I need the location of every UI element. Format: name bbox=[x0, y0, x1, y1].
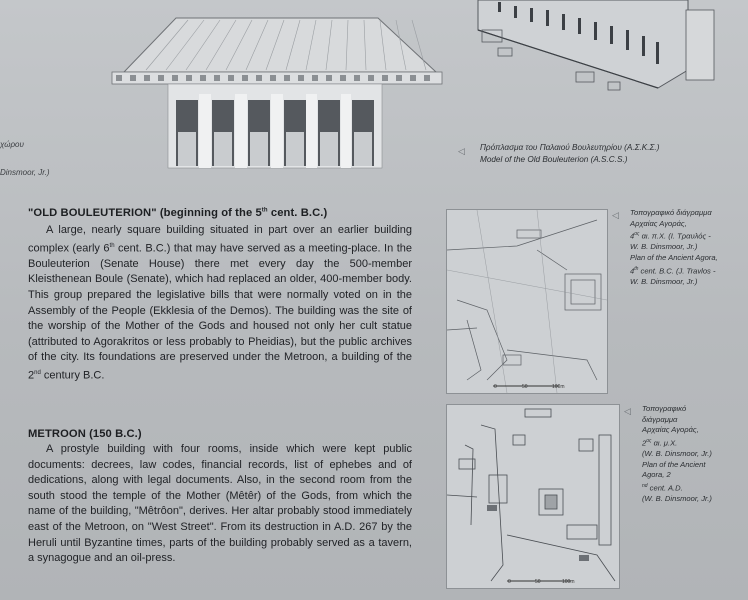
map2-caption-line: διάγραμμα bbox=[642, 414, 678, 424]
map2-caption-line: Αρχαίας Αγοράς, bbox=[642, 425, 699, 435]
edge-caption-fragment-1: χώρου bbox=[0, 140, 24, 149]
map1-caption-line: W. B. Dinsmoor, Jr.) bbox=[630, 276, 698, 286]
edge-caption-fragment-2: Dinsmoor, Jr.) bbox=[0, 168, 50, 177]
model-caption-greek: Πρόπλασμα του Παλαιού Βουλευτηρίου (Α.Σ.Κ.Σ.) bbox=[480, 143, 660, 152]
map2-scale-0: 0 bbox=[508, 579, 511, 585]
map2-caption bbox=[642, 404, 746, 504]
map2-scale-100: 100m bbox=[562, 579, 575, 585]
map1-caption bbox=[630, 208, 740, 287]
old-bouleuterion-model-drawing bbox=[106, 12, 448, 172]
map1-caption-line: Τοπογραφικό διάγραμμα bbox=[630, 208, 712, 217]
map1-caption-line: Plan of the Ancient Agora, bbox=[630, 252, 718, 262]
model-caption bbox=[480, 142, 700, 166]
map1-scale-0: 0 bbox=[494, 384, 497, 390]
old-bouleuterion-heading: "OLD BOULEUTERION" (beginning of the 5th cent. B.C.) bbox=[28, 207, 328, 219]
map1-caption-line: $4^{o\varsigma}$ αι. π.Χ. (Ι. Τραυλός - bbox=[630, 231, 711, 241]
map2-caption-line: (W. B. Dinsmoor, Jr.) bbox=[642, 448, 712, 458]
metroon-text: A prostyle building with four rooms, inside which were kept public documents: decrees, law codes, financial records, list of ephebes and of dedications, along with legal documents. Also, in the second room from the south stood the temple of the Mother (Mêtêr) of the Gods, from which the name of the building, "Mêtrôon", derives. Her altar probably stood immediately east of the Metroon, on "West Street". From its destruction in A.D. 267 by the Heruli until Byzantine times, parts of the building probably served as a tavern, a synagogue and an oil-press. bbox=[28, 443, 412, 565]
map1-pointer-icon: ◁ bbox=[612, 210, 619, 220]
old-bouleuterion-text: A large, nearly square building situated in part over an earlier building complex (early 6th cent. B.C.) that may have served as a meeting-place. In the Bouleuterion (Senate House) there met every day the 500-member Kleisthenean Boule (Senate), which had replaced an older, 400-member body. This group prepared the legislative bills that were normally voted on in the Assembly of the People (Ekklesia of the Demos). The building was the site of the worship of the Mother of the Gods and housed not only her cult statue (attributed to Agorakritos or less probably to Pheidias), but the public archives of the city. Its foundations are preserved under the Metroon, a building of the 2nd century B.C. bbox=[28, 224, 412, 382]
map1-caption-line: Αρχαίας Αγοράς, bbox=[630, 218, 687, 228]
map2-pointer-icon: ◁ bbox=[624, 406, 631, 416]
agora-5th-century-plan-map bbox=[446, 209, 608, 394]
map1-scale-100: 100m bbox=[552, 384, 565, 390]
map1-scale-50: 50 bbox=[522, 384, 528, 390]
map1-caption-line: 4th cent. B.C. (J. Travlos - bbox=[630, 265, 716, 276]
map2-scale-50: 50 bbox=[535, 579, 541, 585]
metroon-heading: METROON (150 B.C.) bbox=[28, 428, 142, 440]
map2-caption-line: Plan of the Ancient bbox=[642, 459, 706, 469]
agora-plan-fragment-drawing bbox=[458, 0, 748, 100]
caption-pointer-icon: ◁ bbox=[458, 146, 465, 156]
map2-caption-line: $^{nd}$ cent. A.D. bbox=[642, 482, 683, 493]
map2-caption-line: $2^{o\varsigma}$ αι. μ.Χ. bbox=[642, 437, 678, 448]
map2-caption-line: Τοπογραφικό bbox=[642, 404, 687, 413]
model-caption-english: Model of the Old Bouleuterion (A.S.C.S.) bbox=[480, 155, 628, 164]
map2-caption-line: Agora, 2 bbox=[642, 470, 671, 480]
map2-caption-line: (W. B. Dinsmoor, Jr.) bbox=[642, 493, 712, 503]
agora-2nd-century-plan-map bbox=[446, 404, 620, 589]
map1-caption-line: W. B. Dinsmoor, Jr.) bbox=[630, 242, 698, 252]
